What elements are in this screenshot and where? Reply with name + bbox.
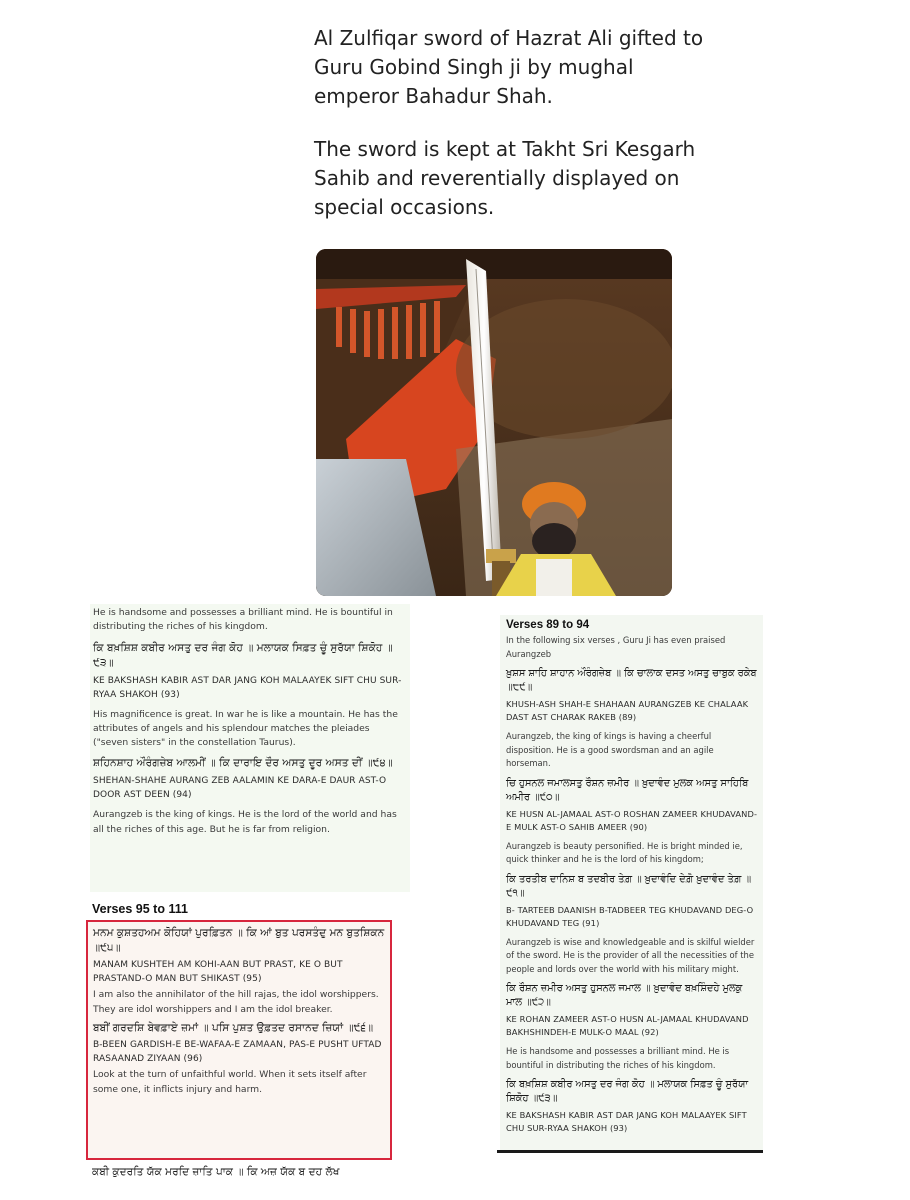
gurmukhi-92: ਕਿ ਰੌਸ਼ਨ ਜ਼ਮੀਰ ਅਸਤੁ ਹੁਸਨਲ ਜਮਾਲ ॥ ਖ਼ੁਦਾਵੰਦ ਬਖ਼ਸ਼ਿੰਦਹੇ ਮੁਲਕੁ ਮਾਲ ॥੯੨॥ [506, 983, 743, 1008]
photo-icon [316, 249, 672, 596]
eng-91: Aurangzeb is wise and knowledgeable and is skilful wielder of the sword. He is the provider of all the necessities of the people and lords over the world with his military might. [506, 936, 755, 974]
left-top-eng-1: He is handsome and possesses a brilliant mind. He is bountiful in distributing the riches of his kingdom. [93, 607, 393, 633]
right-intro: In the following six verses , Guru Ji has even praised Aurangzeb [506, 635, 726, 659]
translit-92: KE ROHAN ZAMEER AST-O HUSN AL-JAMAAL KHUDAVAND BAKHSHINDEH-E MULK-O MAAL (92) [506, 1014, 749, 1037]
translit-93-right: KE BAKSHASH KABIR AST DAR JANG KOH MALAAYEK SIFT CHU SUR-RYAA SHAKOH (93) [506, 1110, 747, 1133]
eng-89: Aurangzeb, the king of kings is having a cheerful disposition. He is a good swordsman and an agile horseman. [506, 731, 714, 768]
eng-95: I am also the annihilator of the hill rajas, the idol worshippers. They are idol worshippers and I am the idol breaker. [93, 989, 379, 1015]
gurmukhi-90: ਚਿ ਹੁਸਨਲ ਜਮਾਲਸਤੁ ਰੌਸ਼ਨ ਜ਼ਮੀਰ ॥ ਖ਼ੁਦਾਵੰਦ ਮੁਲਕ ਅਸਤੁ ਸਾਹਿਬਿ ਅਮੀਰ ॥੯੦॥ [506, 777, 749, 803]
highlighted-verses-box [88, 920, 392, 1160]
left-top-translit-93: KE BAKSHASH KABIR AST DAR JANG KOH MALAAYEK SIFT CHU SUR-RYAA SHAKOH (93) [93, 675, 402, 700]
caption-line-2: The sword is kept at Takht Sri Kesgarh Sahib and reverentially displayed on special occasions. [314, 137, 696, 219]
cut-off-verse: ਕਬੀ ਕੁਦਰਤਿ ਯੱਕ ਮਰਦਿ ਜ਼ਾਤਿ ਪਾਕ ॥ ਕਿ ਅਜ਼ ਯੱਕ ਬ ਦਹ ਲੱਖ [92, 1166, 340, 1178]
left-top-panel [90, 604, 410, 892]
left-top-translit-94: SHEHAN-SHAHE AURANG ZEB AALAMIN KE DARA-E DAUR AST-O DOOR AST DEEN (94) [93, 776, 387, 801]
translit-96: B-BEEN GARDISH-E BE-WAFAA-E ZAMAAN, PAS-E PUSHT UFTAD RASAANAD ZIYAAN (96) [93, 1040, 382, 1064]
left-top-gurmukhi-94: ਸ਼ਹਿਨਸ਼ਾਹ ਔਰੰਗਜ਼ੇਬ ਆਲਮੀਂ ॥ ਕਿ ਦਾਰਾਇ ਦੌਰ ਅਸਤੁ ਦੂਰ ਅਸਤ ਦੀਂ ॥੯੪॥ [93, 757, 393, 770]
verses-89-94-title: Verses 89 to 94 [506, 619, 590, 631]
translit-89: KHUSH-ASH SHAH-E SHAHAAN AURANGZEB KE CHALAAK DAST AST CHARAK RAKEB (89) [506, 699, 749, 722]
translit-95: MANAM KUSHTEH AM KOHI-AAN BUT PRAST, KE O BUT PRASTAND-O MAN BUT SHIKAST (95) [93, 960, 343, 984]
left-top-eng-3: Aurangzeb is the king of kings. He is the lord of the world and has all the riches of this age. But he is far from religion. [93, 809, 397, 835]
right-panel-rule [497, 1150, 763, 1153]
gurmukhi-91: ਕਿ ਤਰਤੀਬ ਦਾਨਿਸ਼ ਬ ਤਦਬੀਰ ਤੇਗ਼ ॥ ਖ਼ੁਦਾਵੰਦਿ ਦੇਗ਼ੋ ਖ਼ੁਦਾਵੰਦ ਤੇਗ਼ ॥੯੧॥ [506, 873, 751, 899]
gurmukhi-89: ਖ਼ੁਸ਼ਸ ਸ਼ਾਹਿ ਸ਼ਾਹਾਨ ਔਰੰਗਜ਼ੇਬ ॥ ਕਿ ਚਾਲਾਕ ਦਸਤ ਅਸਤੁ ਚਾਬੁਕ ਰਕੇਬ ॥੮੯॥ [506, 668, 757, 693]
gurmukhi-93-right: ਕਿ ਬਖ਼ਸ਼ਿਸ਼ ਕਬੀਰ ਅਸਤੁ ਦਰ ਜੰਗ ਕੋਹ ॥ ਮਲਾਯਕ ਸਿਫ਼ਤ ਚੂੰ ਸੁਰੱਯਾ ਸ਼ਿਕੋਹ ॥੯੩॥ [506, 1079, 749, 1104]
left-top-eng-2: His magnificence is great. In war he is like a mountain. He has the attributes of angels and his splendour matches the pleiades ("seven sisters" in the constellation Taurus). [93, 708, 398, 749]
caption-heading [314, 24, 714, 246]
eng-92: He is handsome and possesses a brilliant mind. He is bountiful in distributing the riches of his kingdom. [506, 1046, 730, 1070]
right-panel [500, 615, 763, 1153]
sword-photo [316, 249, 672, 596]
left-top-gurmukhi-93: ਕਿ ਬਖ਼ਸ਼ਿਸ਼ ਕਬੀਰ ਅਸਤੁ ਦਰ ਜੰਗ ਕੋਹ ॥ ਮਲਾਯਕ ਸਿਫ਼ਤ ਚੂੰ ਸੁਰੱਯਾ ਸ਼ਿਕੋਹ ॥੯੩॥ [93, 641, 393, 669]
translit-91: B- TARTEEB DAANISH B-TADBEER TEG KHUDAVAND DEG-O KHUDAVAND TEG (91) [506, 904, 754, 928]
eng-96: Look at the turn of unfaithful world. When it sets itself after some one, it inflicts injury and harm. [93, 1069, 367, 1095]
caption-line-1: Al Zulfiqar sword of Hazrat Ali gifted to Guru Gobind Singh ji by mughal emperor Bahadur Shah. [314, 26, 704, 108]
gurmukhi-96: ਬਬੀਂ ਗਰਦਸ਼ਿ ਬੇਵਫ਼ਾਏ ਜ਼ਮਾਂ ॥ ਪਸਿ ਪੁਸ਼ਤ ਉਫ਼ਤਦ ਰਸਾਨਦ ਜ਼ਿਯਾਂ ॥੯੬॥ [93, 1022, 374, 1034]
translit-90: KE HUSN AL-JAMAAL AST-O ROSHAN ZAMEER KHUDAVAND-E MULK AST-O SAHIB AMEER (90) [506, 808, 758, 832]
gurmukhi-95: ਮਨਮ ਕੁਸ਼ਤਹਅਮ ਕੋਹਿਯਾਂ ਪੁਰਫ਼ਿਤਨ ॥ ਕਿ ਆਂ ਬੁਤ ਪਰਸਤੰਦੁ ਮਨ ਬੁਤਸ਼ਿਕਨ ॥੯੫॥ [93, 927, 385, 954]
eng-90: Aurangzeb is beauty personified. He is bright minded ie, quick thinker and he is the lord of his kingdom; [506, 840, 743, 864]
verses-95-111-title: Verses 95 to 111 [92, 902, 188, 916]
